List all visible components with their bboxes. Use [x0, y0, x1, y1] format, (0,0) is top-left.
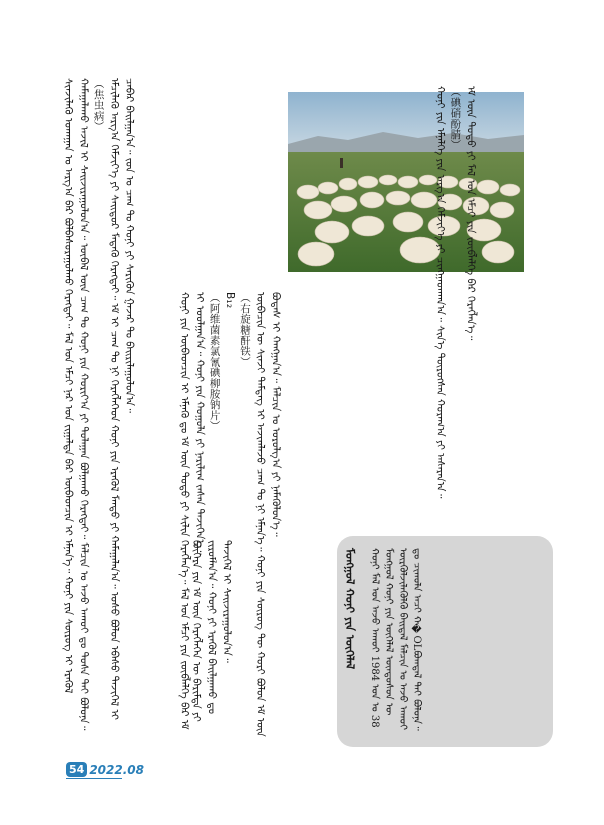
- page-number: 54: [66, 762, 87, 777]
- column-text: ᠬᠣᠨᠢ ᠶᠢᠨ ᠦᠪᠡᠳᠴᠢᠨ ᠢ ᠡᠮᠨᠡᠬᠦ ᠳᠤ ᠡᠮ ᠦᠨ ᠲᠣᠳᠤ ᠶᠢ ᠰᠢᠯᠢᠨ ᠬᠡᠷᠡᠭᠯᠡᠨ᠎ᠡ᠃ ᠮᠠᠯ ᠤᠨ ᠡᠮᠴᠢ ᠶᠢᠨ ᠵᠦᠪᠯᠡᠯᠭᠡ ᠪᠡᠷ ᠡᠮ ᠢ ᠤᠤᠯᠭᠠᠨ᠎ᠠ᠃ ᠬᠣᠨᠢ ᠶᠢᠨ ᠬᠣᠭᠣᠯᠠ ᠶᠢ ᠨᠠᠷᠢᠯᠢᠭ ᠵᠠᠰᠠᠨ ᠲᠡᠵᠢᠭᠡᠨ᠎ᠡ᠃: [178, 292, 206, 730]
- column-text: ᠡᠮᠴᠢᠯᠡᠬᠦ ᠠᠷᠭ᠎ᠠ ᠬᠡᠮᠵᠢᠶ᠎ᠡ ᠶᠢ ᠰᠠᠢᠲᠤᠷ ᠮᠠᠳᠡᠬᠦ ᠬᠡᠷᠡᠭᠲᠡᠢ᠃ ᠡᠮ ᠢ ᠴᠠᠭ ᠲᠤ ᠨᠢ ᠬᠡᠷᠡᠭᠯᠡᠭᠡᠳ ᠬᠣᠨᠢ ᠶᠢᠨ ᠡᠷᠡᠭᠦᠯ ᠮᠡᠨᠳᠦ ᠶᠢ ᠬᠠᠮᠠᠭᠠᠯᠠᠨ᠎ᠠ᠃ ᠤᠰᠤ ᠪᠣᠯᠤᠨ ᠡᠪᠡᠰᠦ ᠲᠡᠵᠢᠭᠡᠯ ᠢ ᠴᠡᠪᠡᠷ ᠪᠠᠢᠯᠭᠠᠨ᠎ᠠ᠃ ᠵᠤᠨ ᠤ ᠴᠠᠭ ᠲᠤ ᠬᠣᠨᠢ ᠶᠢ ᠰᠡᠷᠢᠭᠦᠨ ᠭᠠᠵᠠᠷ ᠲᠤ ᠪᠠᠢᠷᠢᠯᠠᠭᠤᠯᠤᠨ᠎ᠠ᠃: [107, 78, 136, 720]
- disease-name-cjk: （焦虫病）: [92, 78, 105, 132]
- body-column-3: [432, 86, 528, 506]
- column-text: ᠡᠮ ᠦᠨ ᠲᠣᠳᠤ ᠶᠢ ᠮᠠᠯ ᠤᠨ ᠡᠮᠴᠢ ᠶᠢᠨ ᠵᠦᠪᠯᠡᠯᠭᠡ ᠪᠡᠷ ᠬᠡᠷᠡᠭᠯᠡᠨ᠎ᠡ᠃: [464, 86, 477, 341]
- body-column-4: [188, 540, 328, 740]
- folio-rule: [66, 778, 122, 779]
- sidebar-box-body: ᠬᠣᠨᠢ ᠮᠠᠯ ᠤᠨ ᠠᠵᠤ ᠠᠬᠤᠢ 1984 ᠣᠨ ᠤ 38 ᠮᠣᠩᠭᠣᠯ ᠬᠣᠨᠢ ᠶᠢᠨ ᠦᠭᠡᠯᠡᠯ ᠦᠨᠳᠦᠰᠦᠨ ᠦ ᠦᠷᠭᠦᠯᠵᠢᠯᠡᠭᠦᠯᠬᠦ ᠪᠠᠢᠳᠠᠯ ᠮᠠᠯᠴᠢᠨ ᠤ ᠠᠵᠤ ᠠᠬᠤᠢ ᠳᠤ ᠴᠢᠬᠤᠯᠠ ᠠᠴᠢ ᠬ�OLᠪᠣᠭᠳᠠᠯ ᠲᠠᠢ ᠪᠣᠯᠤᠨᠠ᠃: [369, 548, 422, 731]
- column-text: ᠪᠥᠭᠡᠷᠡ ᠶᠢᠨ ᠡᠮ ᠦᠨ ᠬᠡᠷᠡᠭᠯᠡᠭᠡᠨ ᠦ ᠪᠠᠷᠢᠮᠳᠠ ᠶᠢ ᠵᠢᠷᠤᠮᠯᠠᠨ᠎ᠠ᠃ ᠬᠣᠨᠢ ᠶᠢ ᠡᠷᠡᠭᠦᠯ ᠪᠠᠢᠯᠭᠠᠬᠤ ᠳᠤ ᠲᠡᠵᠢᠭᠡᠯ ᠢ ᠰᠠᠢᠵᠢᠷᠠᠭᠤᠯᠤᠨ᠎ᠠ᠃: [190, 540, 233, 722]
- drug-name-cjk-2: （右旋糖酐铁）: [239, 292, 252, 367]
- column-text: ᠬᠣᠨᠢ ᠶᠢᠨ ᠡᠮᠨᠡᠯᠭᠡ ᠶᠢᠨ ᠠᠷᠭ᠎ᠠ ᠬᠡᠮᠵᠢᠶ᠎ᠡ ᠶᠢ ᠴᠢᠩᠭᠠᠳᠬᠠᠨ᠎ᠠ᠃ ᠰᠢᠨ᠎ᠡ ᠲᠦᠷᠦᠭᠰᠡᠨ ᠬᠣᠷᠠᠭ᠎ᠠ ᠶᠢ ᠠᠰᠠᠷᠠᠨ᠎ᠠ᠃: [434, 86, 447, 499]
- issue-date: 2022.08: [89, 762, 144, 777]
- folio: [66, 762, 144, 777]
- vitamin-label: B₁₂: [223, 292, 236, 309]
- sidebar-box-title: ᠮᠣᠩᠭᠣᠯ ᠬᠣᠨᠢ ᠶᠢᠨ ᠦᠭᠡᠯᠡᠯ: [343, 548, 357, 670]
- drug-name-cjk-1: （阿维菌素氯氰碘柳胺钠片）: [208, 292, 221, 432]
- column-text: ᠰᠢᠨᠵᠢᠯᠡᠬᠦ ᠤᠬᠠᠭᠠᠨ ᠤ ᠠᠷᠭ᠎ᠠ ᠪᠠᠷ ᠪᠣᠯᠪᠠᠰᠤᠷᠠᠭᠤᠯᠬᠤ ᠬᠡᠷᠡᠭᠲᠡᠢ᠃ ᠮᠠᠯ ᠤᠨ ᠡᠮᠴᠢ ᠨᠠᠷ ᠤᠨ ᠵᠢᠭᠠᠯᠳᠠ ᠪᠠᠷ ᠦᠪᠡᠳᠴᠢᠨ ᠢ ᠡᠮᠨᠡᠨ᠎ᠡ᠃ ᠬᠣᠨᠢ ᠶᠢᠨ ᠰᠦᠷᠦᠭ ᠢ ᠡᠷᠡᠭᠦᠯ ᠬᠠᠮᠠᠭᠠᠯᠠᠬᠤ ᠠᠵᠢᠯ ᠢ ᠰᠠᠢᠵᠢᠷᠠᠭᠤᠯᠤᠨ᠎ᠠ᠃ ᠦᠪᠡᠯ ᠦᠨ ᠴᠠᠭ ᠲᠤ ᠬᠣᠨᠢ ᠶᠢᠨ ᠬᠣᠷᠢᠶ᠎ᠠ ᠶᠢ ᠳᠤᠯᠠᠭᠠᠨ ᠪᠣᠯᠭᠠᠬᠤ ᠬᠡᠷᠡᠭᠲᠡᠢ᠃ ᠮᠠᠯᠴᠢᠨ ᠤ ᠠᠵᠤ ᠠᠬᠤᠢ ᠳᠤ ᠲᠤᠰᠠ ᠲᠠᠢ ᠪᠣᠯᠤᠨᠠ᠃: [62, 78, 90, 731]
- column-text: ᠥᠪᠡᠴᠢᠨ ᠦ ᠰᠢᠨᠵᠢ ᠲᠡᠮᠳᠡᠭ ᠢ ᠠᠵᠢᠭᠯᠠᠵᠤ ᠴᠠᠭ ᠲᠤ ᠨᠢ ᠡᠮᠨᠡᠨ᠎ᠡ᠃ ᠬᠣᠨᠢ ᠶᠢᠨ ᠰᠦᠷᠦᠭ ᠲᠦ ᠬᠣᠷᠢ ᠪᠣᠯᠤᠨ ᠡᠮ ᠦᠨ ᠪᠣᠳᠠᠰ ᠢ ᠬᠠᠩᠭᠠᠨ᠎ᠠ᠃ ᠮᠠᠯᠴᠢᠨ ᠤ ᠣᠷᠣᠯᠭ᠎ᠠ ᠶᠢ ᠨᠡᠮᠡᠭᠦᠯᠦᠨ᠎ᠡ᠃: [254, 292, 282, 737]
- drug-name-cjk-3: （碘硝酚腈）: [449, 86, 462, 151]
